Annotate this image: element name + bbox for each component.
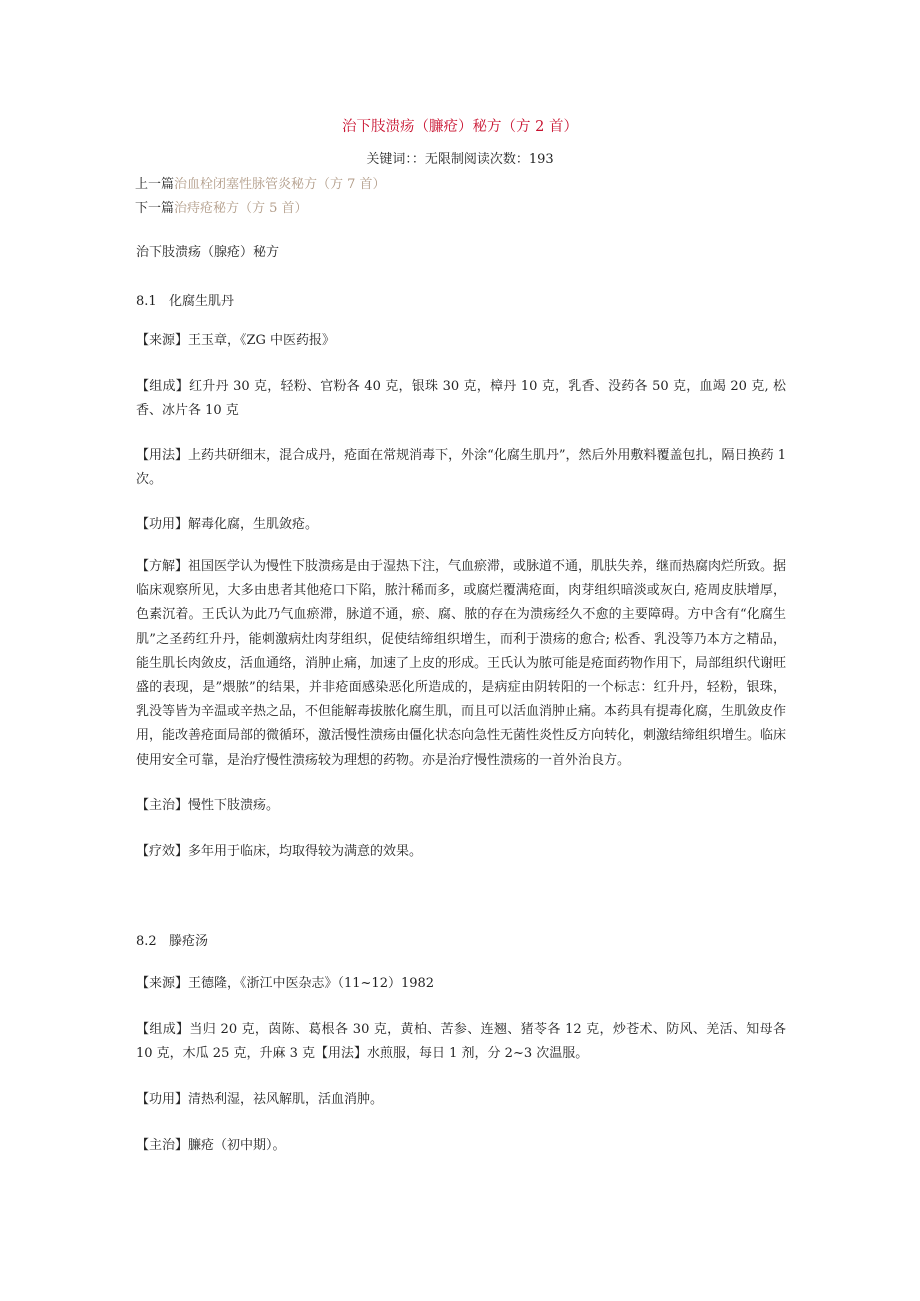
next-article-nav	[135, 200, 308, 218]
article-meta: 关键词：：无限制阅读次数：193	[366, 152, 554, 167]
next-article-label: 下一篇	[135, 201, 175, 216]
composition-paragraph: 【组成】当归 20 克，茵陈、葛根各 30 克，黄柏、苦参、连翘、猪苓各 12 克，炒苍术、防风、羌活、知母各 10 克，木瓜 25 克，升麻 3 克【用法】水煎服，每日 1 剂，分 2~3 次温服。	[136, 1022, 786, 1062]
prev-article-label: 上一篇	[135, 177, 175, 192]
section-heading	[136, 932, 208, 952]
indication-paragraph: 【主治】臁疮（初中期）。	[136, 1138, 286, 1153]
function-paragraph: 【功用】清热利湿，祛风解肌，活血消肿。	[136, 1092, 384, 1107]
next-article-link[interactable]: 治痔疮秘方（方 5 首）	[174, 201, 308, 216]
document-heading: 治下肢溃疡（腺疮）秘方	[136, 245, 280, 260]
prev-article-nav	[135, 176, 386, 194]
section-number: 8.1	[136, 294, 157, 309]
source-paragraph: 【来源】王德隆，《浙江中医杂志》（11~12）1982	[136, 976, 435, 991]
explanation-paragraph: 【方解】祖国医学认为慢性下肢溃疡是由于湿热下注，气血瘀滞，或脉道不通，肌肤失养，继而热腐肉烂所致。据临床观察所见，大多由患者其他疮口下陷，脓汁稀而多，或腐烂覆满疮面，肉芽组织暗淡或灰白, 疮周皮肤增厚，色素沉着。王氏认为此乃气血瘀滞，脉道不通，瘀、腐、脓的存在为溃疡经久不愈的主要障碍。方中含有“化腐生肌”之圣药红升丹，能刺激病灶肉芽组织，促使结缔组织增生，而利于溃疡的愈合; 松香、乳没等乃本方之精品，能生肌长肉敛皮，活血通络，消肿止痛，加速了上皮的形成。王氏认为脓可能是疮面药物作用下，局部组织代谢旺盛的表现，是”煨脓”的结果，并非疮面感染恶化所造成的，是病症由阴转阳的一个标志：红升丹，轻粉，银珠，乳没等皆为辛温或辛热之品，不但能解毒拔脓化腐生肌，而且可以活血消肿止痛。本药具有提毒化腐，生肌敛皮作用，能改善疮面局部的微循环，激活慢性溃疡由僵化状态向急性无菌性炎性反方向转化，刺激结缔组织增生。临床使用安全可靠，是治疗慢性溃疡较为理想的药物。亦是治疗慢性溃疡的一首外治良方。	[136, 559, 787, 768]
section-name: 滕疮汤	[169, 934, 209, 949]
article-title: 治下肢溃疡（臁疮）秘方（方 2 首）	[342, 119, 578, 135]
indication-paragraph: 【主治】慢性下肢溃疡。	[136, 798, 280, 813]
function-paragraph: 【功用】解毒化腐，生肌敛疮。	[136, 517, 319, 532]
efficacy-paragraph: 【疗效】多年用于临床，均取得较为满意的效果。	[136, 844, 423, 859]
source-paragraph: 【来源】王玉章，《ZG 中医药报》	[136, 333, 336, 348]
composition-paragraph: 【组成】红升丹 30 克，轻粉、官粉各 40 克，银珠 30 克，樟丹 10 克，乳香、没药各 50 克，血竭 20 克, 松香、冰片各 10 克	[136, 379, 786, 419]
usage-paragraph: 【用法】上药共研细末，混合成丹，疮面在常规消毒下，外涂“化腐生肌丹”，然后外用敷料覆盖包扎，隔日换药 1 次。	[136, 448, 786, 488]
section-heading	[136, 292, 234, 312]
section-number: 8.2	[136, 934, 157, 949]
prev-article-link[interactable]: 治血栓闭塞性脉管炎秘方（方 7 首）	[174, 177, 386, 192]
section-name: 化腐生肌丹	[169, 294, 235, 309]
